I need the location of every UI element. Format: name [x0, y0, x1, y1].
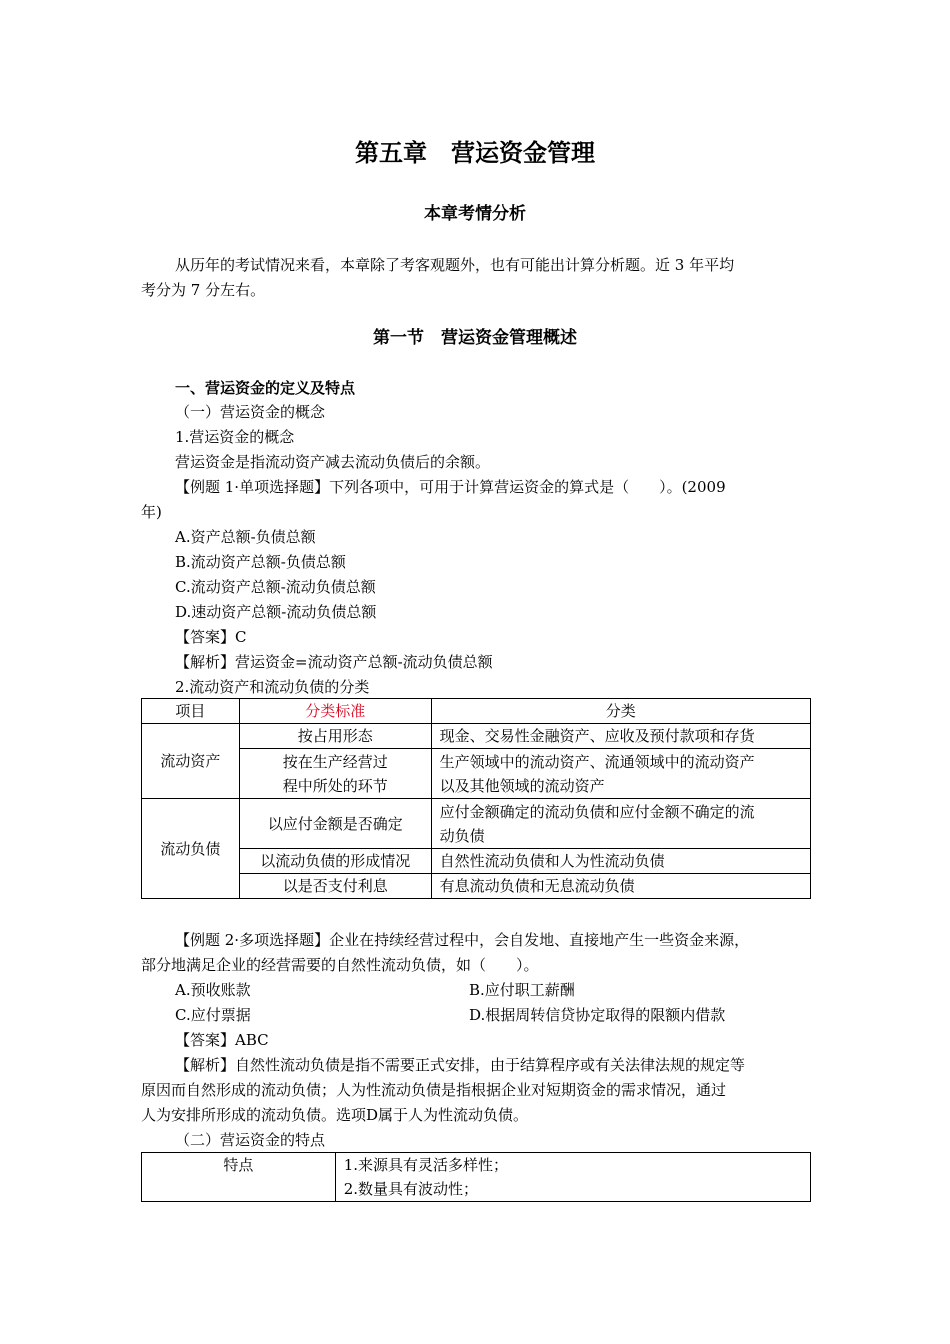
classification-line: 生产领域中的流动资产、流通领域中的流动资产 — [439, 752, 755, 771]
example-2-option-d: D.根据周转信贷协定取得的限额内借款 — [469, 1006, 726, 1024]
example-2-analysis-3: 人为安排所形成的流动负债。选项D属于人为性流动负债。 — [141, 1106, 529, 1124]
example-1-answer: 【答案】C — [175, 628, 247, 646]
standard-line: 按在生产经营过 — [282, 752, 388, 771]
example-2-analysis-2: 原因而自然形成的流动负债；人为性流动负债是指根据企业对短期资金的需求情况，通过 — [141, 1081, 727, 1099]
table-row-classification: 有息流动负债和无息流动负债 — [431, 874, 810, 899]
analysis-title: 本章考情分析 — [424, 204, 526, 224]
features-list — [335, 1153, 810, 1202]
table-header-classification: 分类 — [431, 699, 810, 724]
chapter-title: 第五章 营运资金管理 — [355, 139, 595, 167]
sub-heading-1-2: 2.流动资产和流动负债的分类 — [175, 678, 370, 696]
example-2-line-1: 【例题 2·多项选择题】企业在持续经营过程中，会自发地、直接地产生一些资金来源， — [175, 931, 750, 949]
table-header-standard: 分类标准 — [239, 699, 431, 724]
table-row-classification — [431, 799, 810, 849]
example-1-option-d: D.速动资产总额-流动负债总额 — [175, 603, 377, 621]
sub-heading-2: （二）营运资金的特点 — [175, 1131, 326, 1149]
example-1-option-b: B.流动资产总额-负债总额 — [175, 553, 346, 571]
example-2-option-a: A.预收账款 — [175, 981, 251, 999]
table-row-classification — [431, 749, 810, 799]
classification-table — [141, 698, 811, 899]
table-row-standard: 按占用形态 — [239, 724, 431, 749]
example-2-line-2: 部分地满足企业的经营需要的自然性流动负债，如（ ）。 — [141, 956, 539, 974]
example-1-option-a: A.资产总额-负债总额 — [175, 528, 316, 546]
table-header-item: 项目 — [142, 699, 240, 724]
example-1-line-1: 【例题 1·单项选择题】下列各项中，可用于计算营运资金的算式是（ ）。(2009 — [175, 478, 726, 496]
example-2-analysis-1: 【解析】自然性流动负债是指不需要正式安排，由于结算程序或有关法律法规的规定等 — [175, 1056, 746, 1074]
intro-line-1: 从历年的考试情况来看，本章除了考客观题外，也有可能出计算分析题。近 3 年平均 — [175, 256, 735, 274]
table-row-classification: 现金、交易性金融资产、应收及预付款项和存货 — [431, 724, 810, 749]
feature-item: 2.数量具有波动性； — [343, 1180, 479, 1198]
standard-line: 程中所处的环节 — [282, 776, 388, 795]
example-2-option-b: B.应付职工薪酬 — [469, 981, 575, 999]
example-2-answer: 【答案】ABC — [175, 1031, 269, 1049]
feature-item: 1.来源具有灵活多样性； — [343, 1156, 509, 1174]
classification-line: 动负债 — [439, 826, 485, 845]
example-1-line-2: 年) — [141, 503, 162, 521]
intro-line-2: 考分为 7 分左右。 — [141, 281, 266, 299]
features-label: 特点 — [142, 1153, 336, 1202]
example-1-option-c: C.流动资产总额-流动负债总额 — [175, 578, 376, 596]
table-row-standard: 以应付金额是否确定 — [239, 799, 431, 849]
current-liabilities-label: 流动负债 — [142, 799, 240, 899]
table-row-classification: 自然性流动负债和人为性流动负债 — [431, 849, 810, 874]
section-title: 第一节 营运资金管理概述 — [373, 328, 577, 348]
definition: 营运资金是指流动资产减去流动负债后的余额。 — [175, 453, 491, 471]
heading-1: 一、营运资金的定义及特点 — [175, 379, 356, 397]
features-table — [141, 1152, 811, 1202]
current-assets-label: 流动资产 — [142, 724, 240, 799]
classification-line: 应付金额确定的流动负债和应付金额不确定的流 — [439, 802, 755, 821]
table-row-standard: 以是否支付利息 — [239, 874, 431, 899]
classification-line: 以及其他领域的流动资产 — [439, 776, 605, 795]
table-row-standard: 以流动负债的形成情况 — [239, 849, 431, 874]
table-row-standard — [239, 749, 431, 799]
sub-heading-1: （一）营运资金的概念 — [175, 403, 326, 421]
example-1-analysis: 【解析】营运资金=流动资产总额-流动负债总额 — [175, 653, 493, 671]
sub-heading-1-1: 1.营运资金的概念 — [175, 428, 295, 446]
example-2-option-c: C.应付票据 — [175, 1006, 251, 1024]
